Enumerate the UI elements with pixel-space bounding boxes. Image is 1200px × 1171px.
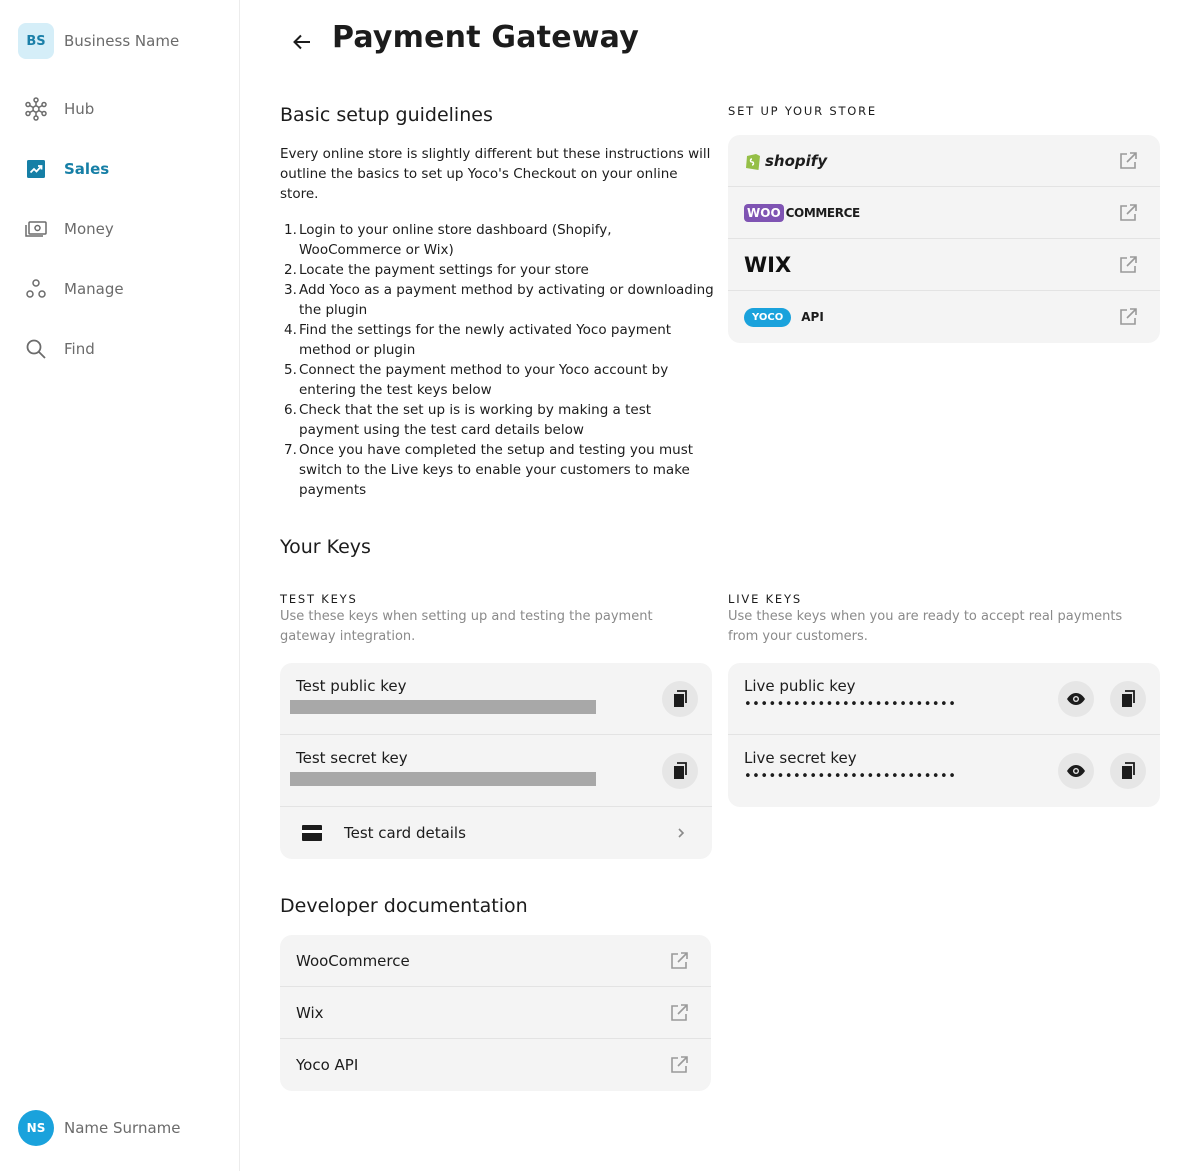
test-keys-heading: TEST KEYS [280, 592, 358, 606]
copy-icon [1120, 762, 1136, 780]
business-switcher[interactable] [18, 23, 179, 59]
copy-button[interactable] [662, 681, 698, 717]
key-label: Test secret key [296, 749, 408, 767]
sales-chart-icon [22, 155, 50, 183]
test-keys-description: Use these keys when setting up and testing the payment gateway integration. [280, 609, 653, 644]
key-label: Live secret key [744, 749, 857, 767]
list-item: 6. Check that the set up is is working by making a test payment using the test card details below [284, 402, 652, 438]
user-name: Name Surname [64, 1119, 181, 1137]
guidelines-intro: Every online store is slightly different but these instructions will outline the basics to set up Yoco's Checkout on your online store. [280, 146, 711, 202]
sidebar-item-label: Sales [64, 160, 110, 178]
platform-row-wix[interactable] [728, 239, 1160, 291]
external-link-icon[interactable] [669, 1003, 689, 1023]
shopify-logo: shopify [744, 151, 827, 171]
sidebar-item-label: Find [64, 340, 95, 358]
money-icon [22, 215, 50, 243]
list-item: 3. Add Yoco as a payment method by activating or downloading the plugin [284, 282, 714, 318]
guidelines-steps [280, 220, 715, 500]
platform-row-woocommerce[interactable] [728, 187, 1160, 239]
redacted-key [290, 772, 596, 786]
doc-link-wix[interactable] [280, 987, 711, 1039]
reveal-button[interactable] [1058, 681, 1094, 717]
avatar: NS [18, 1110, 54, 1146]
store-setup-heading: SET UP YOUR STORE [728, 104, 877, 118]
doc-link-yoco-api[interactable] [280, 1039, 711, 1091]
masked-key-value: •••••••••••••••••••••••••• [744, 697, 957, 712]
sidebar-item-manage[interactable] [22, 270, 124, 308]
sidebar-item-label: Manage [64, 280, 124, 298]
chevron-right-icon [676, 827, 686, 839]
list-item: 5. Connect the payment method to your Yoco account by entering the test keys below [284, 362, 669, 398]
user-menu[interactable] [18, 1110, 181, 1146]
main-nav [22, 90, 124, 390]
page-title: Payment Gateway [332, 20, 639, 55]
live-keys-heading: LIVE KEYS [728, 592, 802, 606]
key-label: Test public key [296, 677, 407, 695]
sidebar-item-label: Hub [64, 100, 95, 118]
key-label: Live public key [744, 677, 856, 695]
keys-heading: Your Keys [280, 536, 371, 558]
reveal-button[interactable] [1058, 753, 1094, 789]
sidebar-item-sales[interactable] [22, 150, 124, 188]
list-item: 2. Locate the payment settings for your store [284, 262, 589, 278]
sidebar-item-money[interactable] [22, 210, 124, 248]
test-secret-key-row [280, 735, 712, 807]
doc-link-label: Yoco API [296, 1056, 359, 1074]
eye-icon [1066, 692, 1086, 706]
external-link-icon[interactable] [1118, 151, 1138, 171]
list-item: 4. Find the settings for the newly activated Yoco payment method or plugin [284, 322, 672, 358]
external-link-icon[interactable] [669, 1055, 689, 1075]
redacted-key [290, 700, 596, 714]
live-secret-key-row [728, 735, 1160, 807]
live-keys-card [728, 663, 1160, 807]
sidebar-item-hub[interactable] [22, 90, 124, 128]
docs-card [280, 935, 711, 1091]
doc-link-label: WooCommerce [296, 951, 410, 970]
wix-logo: WIX [744, 252, 792, 277]
copy-button[interactable] [1110, 681, 1146, 717]
eye-icon [1066, 764, 1086, 778]
sidebar-item-label: Money [64, 220, 114, 238]
list-item: 1. Login to your online store dashboard (Shopify, WooCommerce or Wix) [284, 222, 612, 258]
copy-icon [672, 762, 688, 780]
guidelines-heading: Basic setup guidelines [280, 104, 493, 126]
masked-key-value: •••••••••••••••••••••••••• [744, 769, 957, 784]
doc-link-woocommerce[interactable] [280, 935, 711, 987]
copy-button[interactable] [1110, 753, 1146, 789]
external-link-icon[interactable] [1118, 255, 1138, 275]
live-public-key-row [728, 663, 1160, 735]
arrow-left-icon [291, 31, 313, 53]
woocommerce-logo: WOO COMMERCE [744, 204, 860, 222]
external-link-icon[interactable] [669, 951, 689, 971]
platform-row-shopify[interactable] [728, 135, 1160, 187]
test-public-key-row [280, 663, 712, 735]
credit-card-icon [302, 825, 322, 841]
copy-button[interactable] [662, 753, 698, 789]
test-keys-card [280, 663, 712, 859]
sidebar-item-find[interactable] [22, 330, 124, 368]
live-keys-description: Use these keys when you are ready to accept real payments from your customers. [728, 609, 1123, 644]
test-card-details-row[interactable] [280, 807, 712, 859]
external-link-icon[interactable] [1118, 307, 1138, 327]
business-avatar: BS [18, 23, 54, 59]
hub-icon [22, 95, 50, 123]
external-link-icon[interactable] [1118, 203, 1138, 223]
test-card-label: Test card details [344, 824, 466, 842]
store-platforms-card [728, 135, 1160, 343]
list-item: 7. Once you have completed the setup and testing you must switch to the Live keys to enable your customers to make payments [284, 442, 694, 498]
business-name: Business Name [64, 32, 180, 50]
copy-icon [1120, 690, 1136, 708]
search-icon [22, 335, 50, 363]
doc-link-label: Wix [296, 1003, 324, 1022]
sidebar [0, 0, 240, 1171]
docs-heading: Developer documentation [280, 895, 528, 917]
manage-icon [22, 275, 50, 303]
back-button[interactable] [288, 28, 316, 56]
copy-icon [672, 690, 688, 708]
yoco-logo: YOCO API [744, 308, 824, 327]
platform-row-yoco-api[interactable] [728, 291, 1160, 343]
